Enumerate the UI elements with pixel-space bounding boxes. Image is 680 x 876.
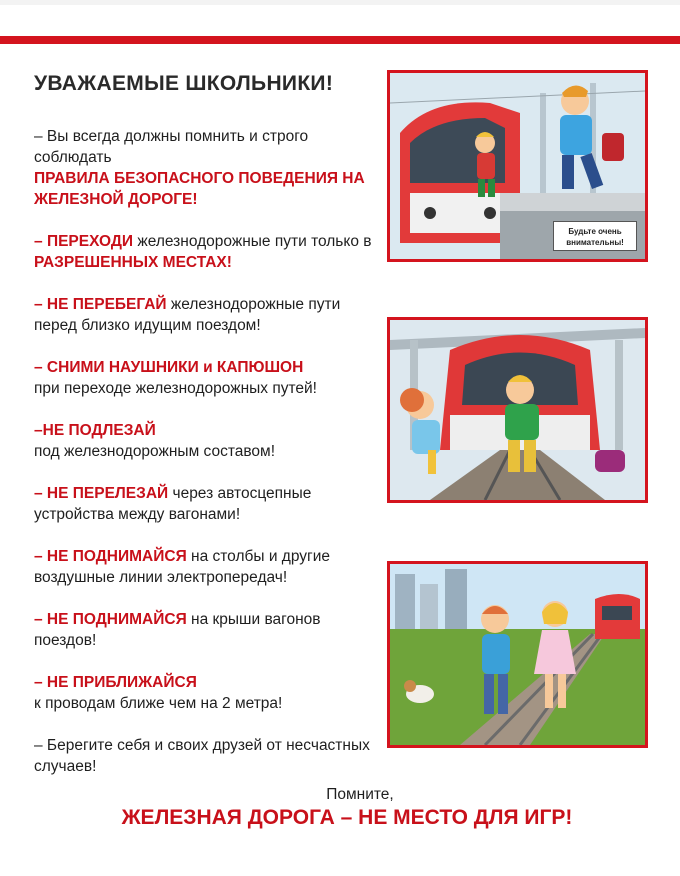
- rule-item: [34, 546, 379, 588]
- rule-text: железнодорожные пути только в: [133, 233, 372, 250]
- header-red-bar: [0, 36, 680, 44]
- rule-emphasis: –НЕ ПОДЛЕЗАЙ: [34, 422, 156, 439]
- rule-item: [34, 735, 379, 777]
- rule-item: [34, 420, 379, 462]
- rules-list: [34, 126, 379, 798]
- illustration-2-drawing: [390, 320, 645, 500]
- rule-text: через автосцепные устройства между вагонами!: [34, 485, 312, 523]
- rule-emphasis: ПЕРЕХОДИ: [46, 233, 134, 250]
- top-edge: [0, 0, 680, 5]
- illustration-1-caption: Будьте очень внимательны!: [553, 221, 637, 251]
- footer-slogan: ЖЕЛЕЗНАЯ ДОРОГА – НЕ МЕСТО ДЛЯ ИГР!: [121, 806, 573, 829]
- rule-text: под железнодорожным составом!: [34, 443, 276, 460]
- rule-emphasis: – НЕ ПРИБЛИЖАЙСЯ: [34, 674, 197, 691]
- rule-text: на столбы и другие воздушные линии электропередач!: [34, 548, 330, 586]
- rule-emphasis: РАЗРЕШЕННЫХ МЕСТАХ!: [34, 254, 232, 271]
- rule-emphasis: – СНИМИ НАУШНИКИ и КАПЮШОН: [34, 359, 304, 376]
- rule-text: – Берегите себя и своих друзей от несчастных случаев!: [34, 737, 370, 775]
- rule-item: [34, 294, 379, 336]
- rule-item: [34, 357, 379, 399]
- rule-emphasis: ПРАВИЛА БЕЗОПАСНОГО ПОВЕДЕНИЯ НА ЖЕЛЕЗНОЙ ДОРОГЕ!: [34, 170, 365, 208]
- illustration-3-drawing: [390, 564, 645, 745]
- rule-item: [34, 483, 379, 525]
- rule-item: [34, 231, 379, 273]
- rule-emphasis: – НЕ ПЕРЕБЕГАЙ: [34, 296, 167, 313]
- rule-text: на крыши вагонов поездов!: [34, 611, 321, 649]
- rule-item: [34, 672, 379, 714]
- illustration-kids-under-train: [387, 317, 648, 503]
- rule-text: к проводам ближе чем на 2 метра!: [34, 695, 283, 712]
- illustration-kids-on-tracks: [387, 561, 648, 748]
- rule-emphasis: – НЕ ПЕРЕЛЕЗАЙ: [34, 485, 169, 502]
- rule-emphasis: – НЕ ПОДНИМАЙСЯ: [34, 611, 187, 628]
- rule-emphasis: –: [34, 233, 47, 250]
- rule-item: [34, 126, 379, 210]
- rule-emphasis: – НЕ ПОДНИМАЙСЯ: [34, 548, 187, 565]
- rule-text: – Вы всегда должны помнить и строго соблюдать: [34, 128, 309, 166]
- rule-item: [34, 609, 379, 651]
- rule-text: при переходе железнодорожных путей!: [34, 380, 317, 397]
- page-title: УВАЖАЕМЫЕ ШКОЛЬНИКИ!: [34, 72, 334, 95]
- rule-text: железнодорожные пути перед близко идущим поездом!: [34, 296, 341, 334]
- illustration-boy-jumping-from-platform: [387, 70, 648, 262]
- footer-note: Помните,: [326, 786, 394, 803]
